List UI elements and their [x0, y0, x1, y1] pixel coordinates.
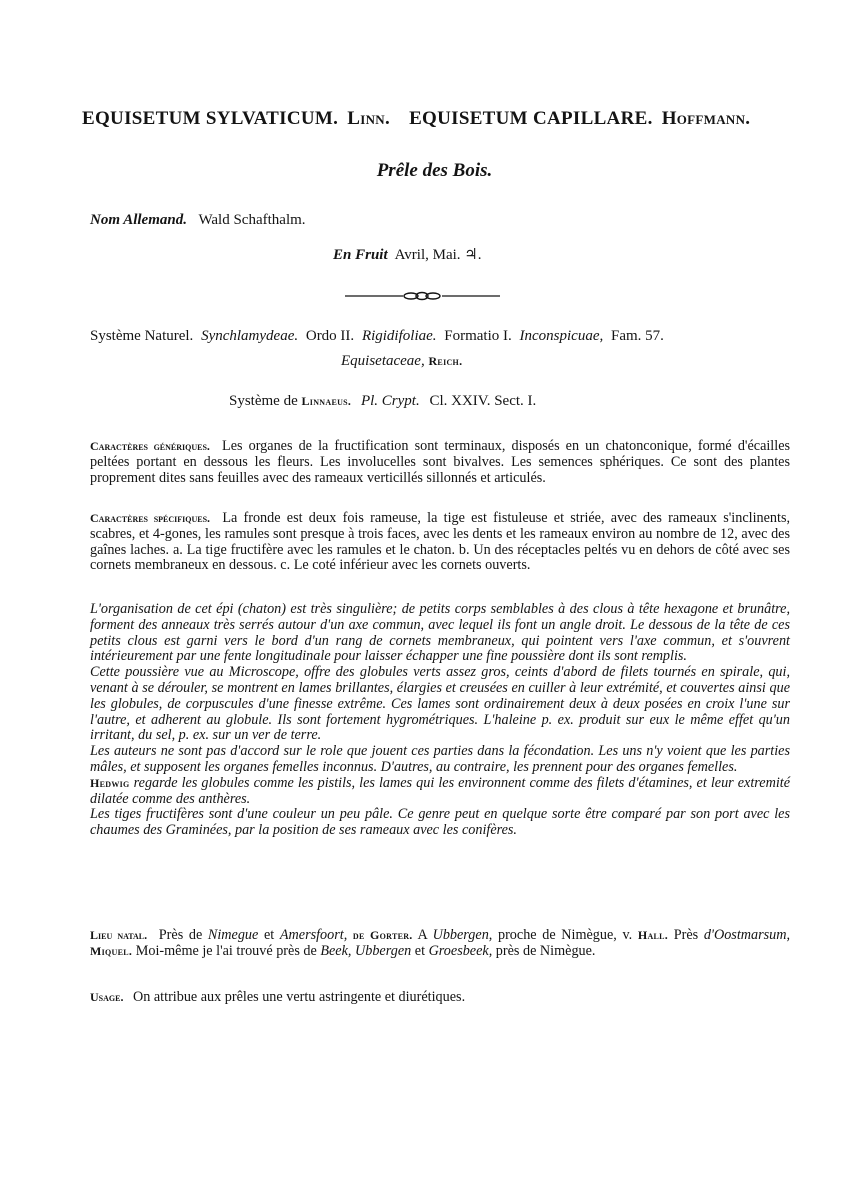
- place-name: Groesbeek,: [428, 942, 493, 959]
- linnaeus-name: Linnaeus.: [301, 394, 352, 408]
- lieu-text: proche de Nimègue, v.: [497, 927, 633, 943]
- observation-paragraph: [90, 776, 790, 808]
- place-name: Ubbergen,: [432, 927, 493, 943]
- lieu-text: A: [417, 927, 427, 943]
- generic-label: Caractères génériques.: [90, 439, 210, 453]
- fruit-value: Avril, Mai. ♃.: [394, 247, 482, 263]
- author-name: Hall.: [637, 928, 669, 942]
- ornament-divider: [345, 291, 500, 301]
- inconspicuae: Inconspicuae,: [519, 328, 604, 344]
- hedwig-text: regarde les globules comme les pistils, les lames qui les environnent comme des filets d'étamines, et leur extremité dilatée comme des anthères.: [90, 774, 791, 807]
- place-name: Beek,: [320, 942, 352, 959]
- observation-paragraph: Les tiges fructifères sont d'une couleur un peu pâle. Ce genre peut en quelque sorte être comparé par son port avec les chaumes des Graminées, par la position de ses rameaux avec les conifères.: [90, 806, 790, 839]
- synchlamydeae: Synchlamydeae.: [201, 328, 299, 344]
- fam: Fam. 57.: [611, 328, 664, 344]
- author-linn: Linn.: [347, 108, 391, 129]
- usage: [90, 990, 790, 1006]
- place-name: Amersfoort,: [279, 927, 348, 943]
- author-name: de Gorter.: [352, 928, 413, 942]
- lieu-text: et: [263, 927, 275, 943]
- observations: [90, 602, 790, 839]
- german-name-value: Wald Schafthalm.: [198, 212, 306, 228]
- specific-label: Caractères spécifiques.: [90, 511, 211, 525]
- fruit-season: [333, 245, 481, 264]
- place-name: Ubbergen: [355, 942, 412, 959]
- linnaeus-section: Cl. XXIV. Sect. I.: [429, 393, 537, 409]
- page-title: [82, 108, 782, 130]
- usage-text: On attribue aux prêles une vertu astringente et diurétiques.: [133, 989, 466, 1005]
- lieu-label: Lieu natal.: [90, 928, 148, 942]
- equisetaceae: Equisetaceae,: [341, 353, 425, 369]
- specific-text: La fronde est deux fois rameuse, la tige est fistuleuse et striée, avec des rameaux s'inclinents, scabres, et 4-gones, les ramules sont presque à trois faces, avec les dents et les rameaux environ au nombre de 12, avec des gaînes laches. a. La tige fructifère avec les ramules et le chaton. b. Un des réceptacles peltés vu en dehors de côté avec ses cornets membraneux en dessous. c. Le coté inférieur avec les cornets ouverts.: [90, 510, 791, 574]
- linnaeus-class: Pl. Crypt.: [360, 393, 420, 409]
- observation-paragraph: Les auteurs ne sont pas d'accord sur le role que jouent ces parties dans la fécondation. Les uns n'y voient que les parties mâles, et supposent les organes femelles inconnus. D'autres, au contraire, les prennent pour des organes femelles.: [90, 743, 790, 775]
- observation-paragraph: L'organisation de cet épi (chaton) est très singulière; de petits corps semblables à des clous à tête hexagone et brunâtre, forment des anneaux très serrés autour d'un axe commun, avec lequel ils font un angle droit. Le dessous de la tête de ces petits clous est garni vers le bord d'un rang de cornets membraneux, qui pointent vers l'axe commun, et s'ouvrent intérieurement par une fente longitudinale pour laisser échapper une fine poussière dont ils sont remplis.: [90, 601, 790, 665]
- lieu-text: et: [414, 942, 426, 959]
- linnaeus-label: Système de: [229, 393, 298, 409]
- page-subtitle: Prêle des Bois.: [376, 160, 493, 181]
- lieu-text: près de Nimègue.: [495, 942, 596, 959]
- german-name: [90, 212, 306, 229]
- author-name: Miquel.: [90, 943, 133, 958]
- specific-characters: [90, 511, 790, 574]
- observation-paragraph: Cette poussière vue au Microscope, offre des globules verts assez gros, ceints d'abord de filets tournés en spirale, qui, venant à se dérouler, se montrent en lames brillantes, élargies et creusées en cuiller à leur extrémité, et couvertes ainsi que les globules, de corpuscules d'une finesse extrême. Ces lames sont ordinairement deux à deux posées en croix l'une sur l'autre, et adherent au globule. Ils sont fortement hygrométriques. L'haleine p. ex. produit sur eux le même effet qu'un irritant, du sel, p. ex. sur un ver de terre.: [90, 664, 790, 744]
- lieu-text: Près: [673, 927, 699, 943]
- place-name: d'Oostmarsum,: [703, 927, 791, 943]
- title-capillare: EQUISETUM CAPILLARE.: [409, 108, 653, 129]
- author-hoffmann: Hoffmann.: [661, 108, 751, 129]
- lieu-natal: [90, 928, 790, 960]
- systeme-naturel: [90, 328, 664, 345]
- systeme-naturel-line2: [341, 353, 462, 370]
- german-name-label: Nom Allemand.: [90, 212, 187, 228]
- fruit-label: En Fruit: [333, 247, 388, 263]
- reich: Reich.: [428, 354, 463, 368]
- generic-text: Les organes de la fructification sont terminaux, disposés en un chatonconique, formé d'écailles peltées portant en dessous les fleurs. Les involucelles sont bivalves. Les semences sphériques. Ce sont des plantes proprement dites sans feuilles avec des rameaux verticillés sillonnés et articulés.: [90, 438, 791, 486]
- formatio: Formatio I.: [444, 328, 512, 344]
- generic-characters: [90, 439, 790, 486]
- place-name: Nimegue: [207, 927, 259, 943]
- rigidifoliae: Rigidifoliae.: [361, 328, 437, 344]
- hedwig-name: Hedwig: [90, 775, 130, 790]
- systeme-naturel-label: Système Naturel.: [90, 328, 194, 344]
- lieu-text: Près de: [158, 927, 203, 943]
- systeme-linnaeus: [229, 393, 536, 410]
- usage-label: Usage.: [90, 990, 124, 1004]
- title-sylvaticum: EQUISETUM SYLVATICUM.: [82, 108, 339, 129]
- ordo: Ordo II.: [305, 328, 355, 344]
- lieu-text: Moi-même je l'ai trouvé près de: [135, 942, 317, 959]
